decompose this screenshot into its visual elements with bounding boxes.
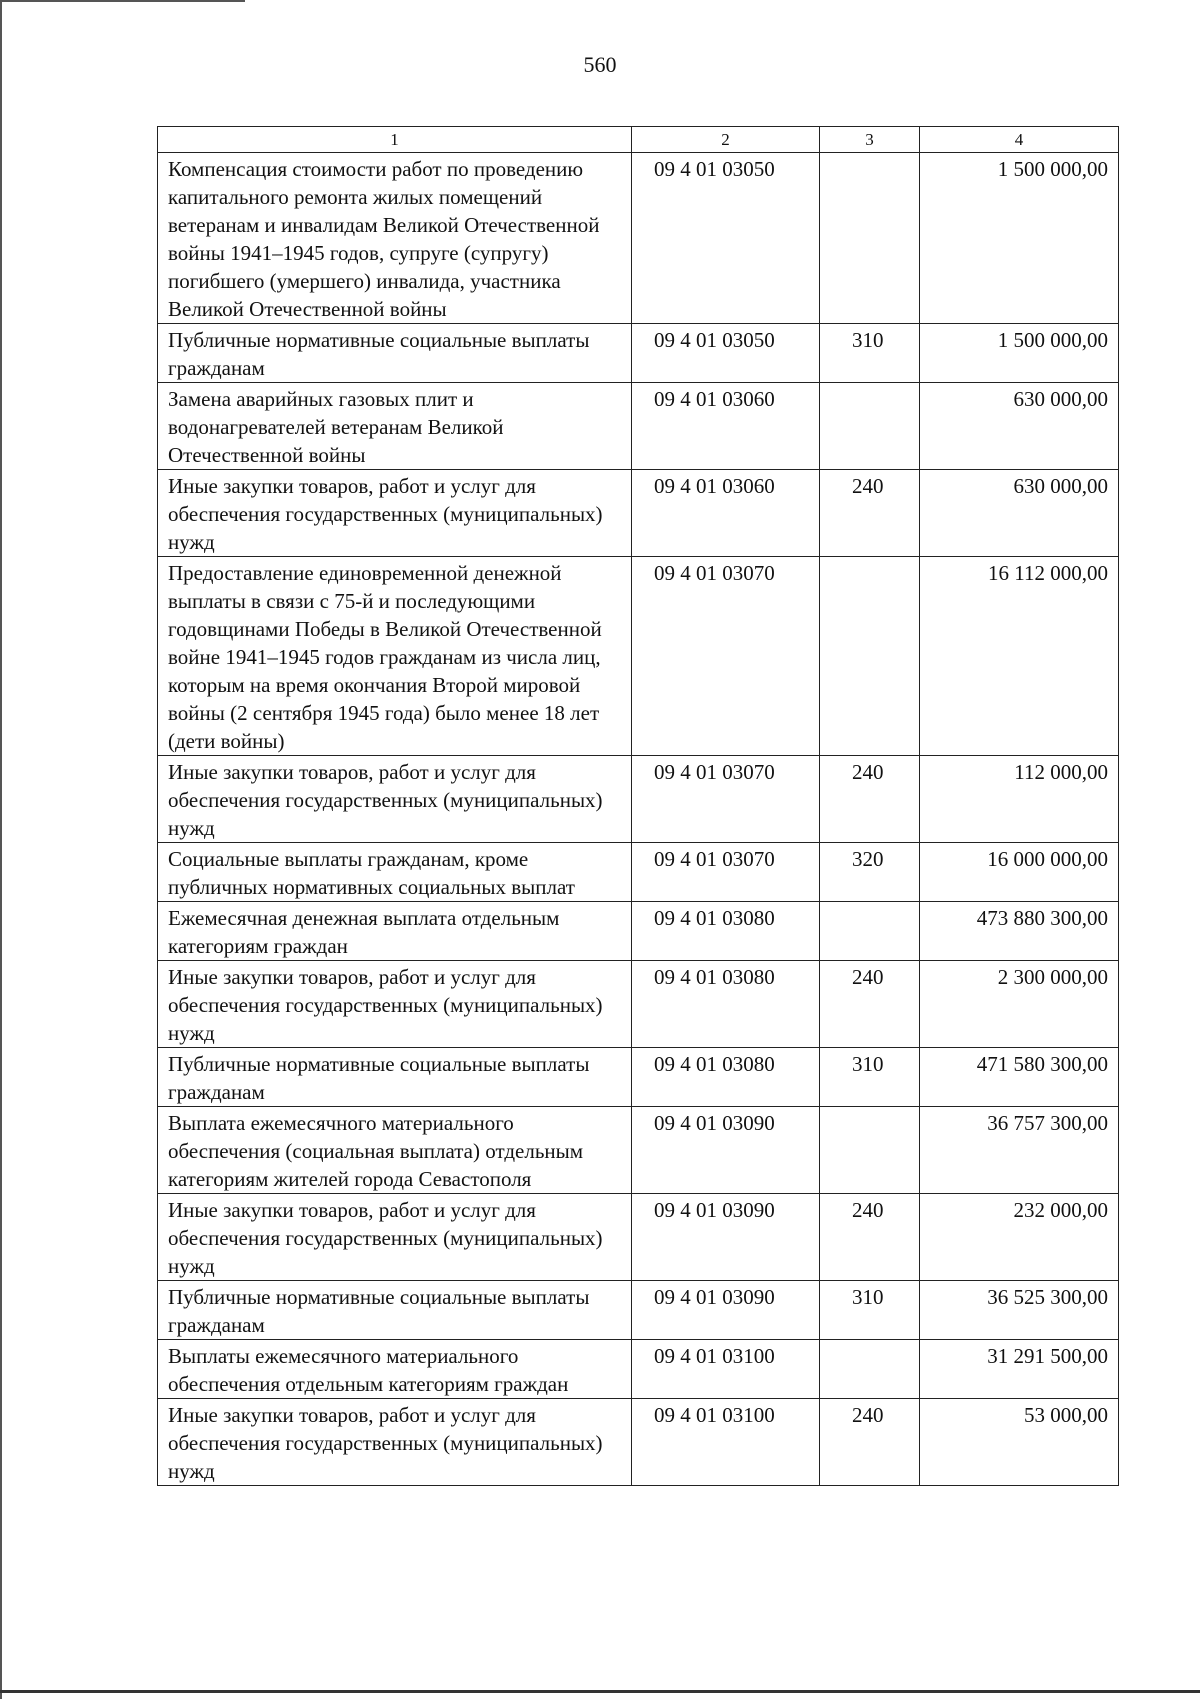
- row-code-cell: 09 4 01 03080: [632, 961, 820, 1048]
- table-row: [158, 1281, 1119, 1340]
- row-type-cell: [820, 153, 920, 324]
- row-code-cell: 09 4 01 03080: [632, 902, 820, 961]
- row-type-cell: [820, 557, 920, 756]
- row-amount-cell: 232 000,00: [920, 1194, 1119, 1281]
- budget-table: [157, 126, 1119, 1486]
- row-name-cell: Иные закупки товаров, работ и услуг для обеспечения государственных (муниципальных) нужд: [158, 470, 632, 557]
- row-name-cell: Иные закупки товаров, работ и услуг для обеспечения государственных (муниципальных) нужд: [158, 961, 632, 1048]
- row-code-cell: 09 4 01 03070: [632, 756, 820, 843]
- row-amount-cell: 36 525 300,00: [920, 1281, 1119, 1340]
- row-type-cell: 240: [820, 756, 920, 843]
- row-name-cell: Предоставление единовременной денежной выплаты в связи с 75-й и последующими годовщинами Победы в Великой Отечественной войне 1941–1945 годов гражданам из числа лиц, которым на время окончания Второй мировой войны (2 сентября 1945 года) было менее 18 лет (дети войны): [158, 557, 632, 756]
- row-name-cell: Публичные нормативные социальные выплаты гражданам: [158, 324, 632, 383]
- row-code-cell: 09 4 01 03100: [632, 1399, 820, 1486]
- row-code-cell: 09 4 01 03090: [632, 1194, 820, 1281]
- row-amount-cell: 1 500 000,00: [920, 324, 1119, 383]
- table-row: [158, 153, 1119, 324]
- row-type-cell: 240: [820, 1194, 920, 1281]
- row-name-cell: Замена аварийных газовых плит и водонагревателей ветеранам Великой Отечественной войны: [158, 383, 632, 470]
- row-type-cell: 240: [820, 1399, 920, 1486]
- table-row: [158, 756, 1119, 843]
- row-code-cell: 09 4 01 03060: [632, 383, 820, 470]
- row-code-cell: 09 4 01 03050: [632, 324, 820, 383]
- table-header-row: [158, 127, 1119, 153]
- row-amount-cell: 471 580 300,00: [920, 1048, 1119, 1107]
- scan-edge-bottom: [0, 1690, 1200, 1693]
- table-row: [158, 1399, 1119, 1486]
- row-name-cell: Выплата ежемесячного материального обеспечения (социальная выплата) отдельным категориям жителей города Севастополя: [158, 1107, 632, 1194]
- header-col-3: 3: [820, 127, 920, 153]
- row-code-cell: 09 4 01 03060: [632, 470, 820, 557]
- header-col-1: 1: [158, 127, 632, 153]
- row-type-cell: 240: [820, 470, 920, 557]
- row-type-cell: [820, 383, 920, 470]
- row-amount-cell: 31 291 500,00: [920, 1340, 1119, 1399]
- row-amount-cell: 473 880 300,00: [920, 902, 1119, 961]
- row-name-cell: Публичные нормативные социальные выплаты гражданам: [158, 1281, 632, 1340]
- row-type-cell: [820, 1340, 920, 1399]
- table-row: [158, 557, 1119, 756]
- row-type-cell: [820, 902, 920, 961]
- row-amount-cell: 1 500 000,00: [920, 153, 1119, 324]
- table-row: [158, 1340, 1119, 1399]
- row-type-cell: 310: [820, 324, 920, 383]
- page-number: 560: [583, 52, 617, 77]
- row-name-cell: Публичные нормативные социальные выплаты гражданам: [158, 1048, 632, 1107]
- table-row: [158, 1048, 1119, 1107]
- row-name-cell: Иные закупки товаров, работ и услуг для обеспечения государственных (муниципальных) нужд: [158, 1194, 632, 1281]
- row-type-cell: 310: [820, 1281, 920, 1340]
- row-amount-cell: 112 000,00: [920, 756, 1119, 843]
- row-name-cell: Социальные выплаты гражданам, кроме публичных нормативных социальных выплат: [158, 843, 632, 902]
- row-amount-cell: 16 112 000,00: [920, 557, 1119, 756]
- row-amount-cell: 16 000 000,00: [920, 843, 1119, 902]
- row-type-cell: 240: [820, 961, 920, 1048]
- header-col-2: 2: [632, 127, 820, 153]
- row-amount-cell: 36 757 300,00: [920, 1107, 1119, 1194]
- row-code-cell: 09 4 01 03090: [632, 1281, 820, 1340]
- row-code-cell: 09 4 01 03070: [632, 557, 820, 756]
- row-name-cell: Выплаты ежемесячного материального обеспечения отдельным категориям граждан: [158, 1340, 632, 1399]
- row-type-cell: 320: [820, 843, 920, 902]
- row-amount-cell: 2 300 000,00: [920, 961, 1119, 1048]
- table-row: [158, 324, 1119, 383]
- scan-edge-left: [0, 0, 2, 1699]
- table-row: [158, 902, 1119, 961]
- table-row: [158, 843, 1119, 902]
- row-code-cell: 09 4 01 03050: [632, 153, 820, 324]
- row-name-cell: Иные закупки товаров, работ и услуг для обеспечения государственных (муниципальных) нужд: [158, 1399, 632, 1486]
- row-code-cell: 09 4 01 03090: [632, 1107, 820, 1194]
- row-amount-cell: 53 000,00: [920, 1399, 1119, 1486]
- row-code-cell: 09 4 01 03080: [632, 1048, 820, 1107]
- table-row: [158, 383, 1119, 470]
- row-code-cell: 09 4 01 03100: [632, 1340, 820, 1399]
- row-name-cell: Компенсация стоимости работ по проведению капитального ремонта жилых помещений ветеранам и инвалидам Великой Отечественной войны 1941–1945 годов, супруге (супругу) погибшего (умершего) инвалида, участника Великой Отечественной войны: [158, 153, 632, 324]
- row-code-cell: 09 4 01 03070: [632, 843, 820, 902]
- row-name-cell: Иные закупки товаров, работ и услуг для обеспечения государственных (муниципальных) нужд: [158, 756, 632, 843]
- table-row: [158, 1107, 1119, 1194]
- budget-table-body: [158, 127, 1119, 1486]
- table-row: [158, 470, 1119, 557]
- row-amount-cell: 630 000,00: [920, 383, 1119, 470]
- table-row: [158, 1194, 1119, 1281]
- row-name-cell: Ежемесячная денежная выплата отдельным категориям граждан: [158, 902, 632, 961]
- row-type-cell: [820, 1107, 920, 1194]
- row-type-cell: 310: [820, 1048, 920, 1107]
- scan-edge-top: [0, 0, 245, 2]
- row-amount-cell: 630 000,00: [920, 470, 1119, 557]
- header-col-4: 4: [920, 127, 1119, 153]
- table-row: [158, 961, 1119, 1048]
